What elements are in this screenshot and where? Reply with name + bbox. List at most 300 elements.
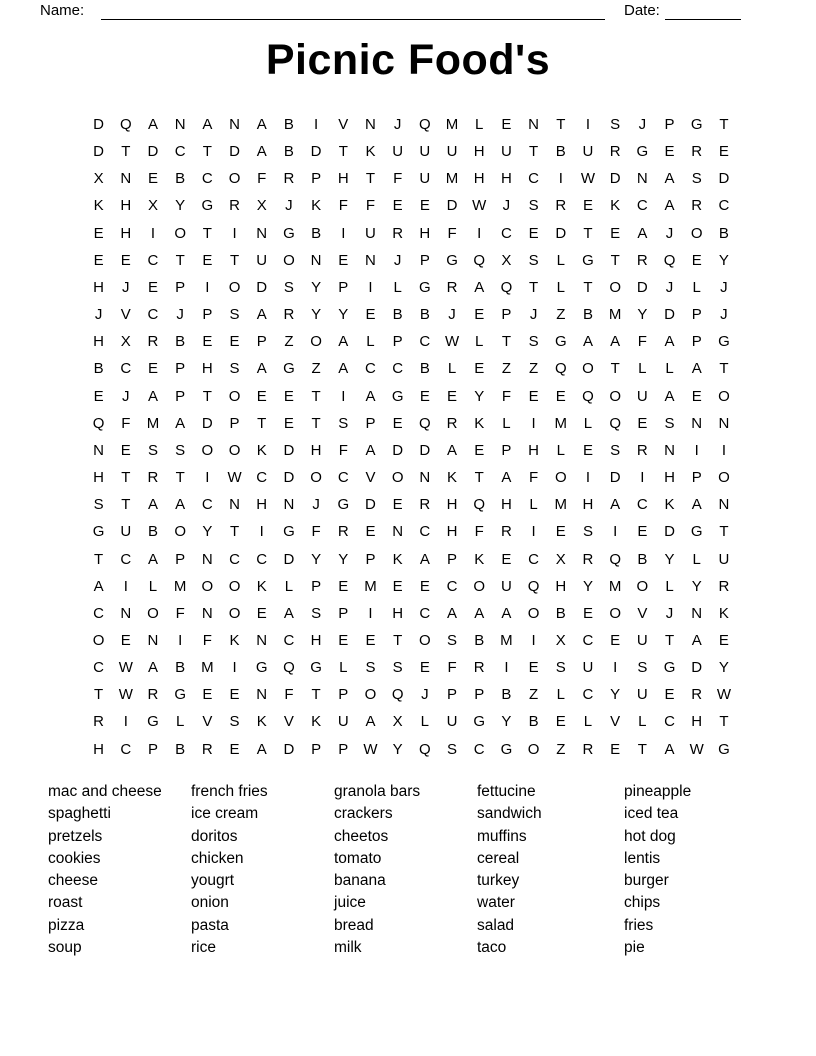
- word-list-item: burger: [624, 872, 669, 890]
- grid-cell: E: [691, 251, 702, 269]
- grid-cell: V: [202, 713, 213, 731]
- word-list-item: onion: [191, 894, 229, 912]
- grid-cell: A: [147, 387, 158, 405]
- grid-cell: E: [447, 387, 458, 405]
- word-list-item: tomato: [334, 849, 382, 867]
- grid-cell: L: [556, 686, 565, 704]
- grid-cell: N: [174, 116, 186, 133]
- grid-cell: U: [446, 143, 458, 161]
- grid-cell: U: [582, 143, 594, 161]
- word-list-item: muffins: [477, 827, 527, 845]
- grid-cell: R: [337, 523, 349, 541]
- grid-cell: F: [637, 333, 647, 351]
- grid-cell: T: [556, 116, 566, 133]
- grid-cell: A: [283, 604, 294, 622]
- grid-cell: W: [472, 197, 487, 215]
- grid-cell: E: [555, 523, 566, 541]
- grid-cell: V: [338, 116, 349, 133]
- grid-cell: E: [147, 170, 158, 188]
- grid-cell: N: [664, 441, 675, 459]
- grid-cell: J: [393, 116, 402, 133]
- grid-cell: P: [691, 333, 702, 351]
- grid-cell: N: [310, 251, 322, 269]
- grid-cell: Y: [311, 278, 322, 296]
- grid-cell: H: [446, 523, 458, 541]
- grid-cell: H: [120, 197, 132, 215]
- grid-cell: J: [421, 686, 429, 704]
- grid-cell: Q: [582, 387, 594, 405]
- word-list-item: bread: [334, 916, 374, 934]
- grid-cell: F: [474, 523, 484, 541]
- grid-cell: H: [93, 333, 105, 351]
- grid-cell: I: [640, 469, 645, 487]
- grid-cell: T: [94, 686, 104, 704]
- grid-cell: D: [609, 170, 621, 188]
- word-list-item: rice: [191, 939, 216, 957]
- grid-cell: A: [256, 740, 267, 758]
- grid-cell: U: [446, 713, 458, 731]
- grid-cell: K: [311, 713, 322, 731]
- grid-cell: L: [638, 360, 647, 378]
- grid-cell: A: [175, 414, 186, 432]
- grid-cell: H: [120, 224, 132, 242]
- grid-cell: M: [608, 577, 622, 595]
- grid-cell: B: [474, 631, 485, 649]
- grid-cell: T: [338, 143, 348, 161]
- grid-cell: K: [718, 604, 729, 622]
- grid-cell: J: [176, 306, 184, 324]
- word-list-item: iced tea: [624, 805, 679, 823]
- grid-cell: X: [147, 197, 158, 215]
- grid-cell: H: [337, 170, 349, 188]
- grid-cell: B: [93, 360, 104, 378]
- grid-cell: V: [610, 713, 621, 731]
- grid-cell: I: [150, 224, 156, 242]
- grid-cell: N: [120, 604, 132, 622]
- grid-cell: B: [718, 224, 729, 242]
- word-list-item: turkey: [477, 872, 520, 890]
- word-list-item: pasta: [191, 916, 229, 934]
- grid-cell: D: [555, 224, 567, 242]
- grid-cell: O: [228, 278, 241, 296]
- grid-cell: Q: [473, 496, 486, 514]
- grid-cell: P: [691, 469, 702, 487]
- grid-cell: S: [637, 659, 648, 677]
- grid-cell: P: [175, 387, 186, 405]
- grid-cell: E: [93, 387, 104, 405]
- grid-cell: I: [531, 523, 536, 541]
- grid-cell: J: [665, 604, 674, 622]
- grid-cell: R: [446, 278, 458, 296]
- grid-cell: R: [473, 659, 485, 677]
- grid-cell: Q: [663, 251, 676, 269]
- grid-cell: O: [174, 523, 186, 541]
- grid-cell: R: [582, 550, 594, 568]
- grid-cell: P: [147, 740, 158, 758]
- name-label: Name:: [40, 2, 85, 19]
- grid-cell: A: [637, 224, 648, 242]
- grid-cell: I: [178, 631, 183, 649]
- grid-cell: G: [92, 523, 105, 541]
- grid-cell: T: [257, 414, 267, 432]
- grid-cell: R: [93, 713, 105, 731]
- grid-cell: X: [555, 631, 566, 649]
- word-list-item: pineapple: [624, 783, 692, 800]
- grid-cell: H: [473, 143, 485, 161]
- grid-cell: X: [120, 333, 131, 351]
- grid-cell: F: [175, 604, 185, 622]
- grid-cell: K: [447, 469, 458, 487]
- grid-cell: F: [338, 197, 348, 215]
- grid-cell: L: [556, 251, 565, 269]
- grid-cell: A: [256, 116, 267, 133]
- grid-cell: E: [392, 496, 403, 514]
- grid-cell: R: [609, 143, 621, 161]
- grid-cell: Y: [311, 550, 322, 568]
- grid-cell: R: [582, 740, 594, 758]
- grid-cell: Z: [556, 306, 566, 324]
- grid-cell: P: [365, 414, 376, 432]
- grid-cell: P: [447, 686, 458, 704]
- grid-cell: A: [582, 333, 593, 351]
- grid-cell: C: [392, 360, 404, 378]
- grid-cell: W: [118, 686, 133, 704]
- grid-cell: N: [256, 686, 268, 704]
- grid-cell: O: [310, 469, 322, 487]
- grid-cell: J: [285, 197, 293, 215]
- grid-cell: F: [202, 631, 212, 649]
- grid-cell: A: [501, 469, 512, 487]
- grid-cell: H: [310, 441, 322, 459]
- grid-cell: P: [501, 306, 512, 324]
- grid-cell: G: [419, 278, 431, 296]
- grid-cell: M: [445, 170, 459, 188]
- grid-cell: N: [256, 631, 268, 649]
- grid-cell: N: [718, 496, 730, 514]
- word-list-item: banana: [334, 872, 386, 890]
- grid-cell: C: [337, 469, 349, 487]
- grid-cell: O: [201, 577, 214, 595]
- grid-cell: G: [283, 523, 295, 541]
- grid-cell: S: [664, 414, 675, 432]
- grid-cell: T: [121, 496, 131, 514]
- grid-cell: P: [311, 740, 322, 758]
- grid-cell: E: [120, 631, 131, 649]
- grid-cell: K: [256, 713, 267, 731]
- word-list-column: [334, 781, 474, 959]
- grid-cell: M: [500, 631, 513, 649]
- grid-cell: R: [500, 523, 512, 541]
- grid-cell: M: [445, 116, 459, 133]
- grid-cell: L: [148, 577, 158, 595]
- grid-cell: T: [121, 143, 131, 161]
- grid-cell: D: [365, 496, 376, 514]
- grid-cell: C: [636, 496, 648, 514]
- grid-cell: S: [528, 197, 539, 215]
- grid-cell: A: [93, 577, 104, 595]
- grid-cell: C: [582, 686, 594, 704]
- grid-cell: P: [311, 577, 322, 595]
- grid-cell: C: [147, 251, 159, 269]
- grid-cell: N: [636, 170, 648, 188]
- grid-cell: I: [585, 469, 591, 487]
- grid-cell: L: [692, 550, 701, 568]
- grid-cell: P: [474, 686, 485, 704]
- grid-cell: T: [175, 469, 185, 487]
- grid-cell: G: [582, 251, 594, 269]
- grid-cell: L: [583, 713, 593, 731]
- grid-cell: E: [610, 224, 621, 242]
- grid-cell: E: [528, 224, 539, 242]
- grid-cell: C: [473, 740, 485, 758]
- grid-cell: S: [229, 360, 240, 378]
- grid-cell: A: [147, 496, 158, 514]
- grid-cell: Y: [338, 550, 349, 568]
- grid-cell: I: [123, 577, 128, 595]
- grid-cell: E: [93, 251, 104, 269]
- name-blank-line: [101, 0, 605, 20]
- grid-cell: J: [448, 306, 456, 324]
- grid-cell: E: [582, 604, 593, 622]
- grid-cell: Q: [609, 550, 621, 568]
- word-list-item: taco: [477, 939, 507, 957]
- grid-cell: B: [175, 740, 186, 758]
- grid-cell: I: [341, 387, 346, 405]
- grid-cell: L: [556, 278, 565, 296]
- grid-cell: I: [123, 713, 128, 731]
- grid-cell: D: [256, 278, 268, 296]
- grid-cell: T: [393, 631, 403, 649]
- grid-cell: R: [555, 197, 567, 215]
- grid-cell: O: [419, 631, 431, 649]
- grid-cell: Q: [473, 251, 486, 269]
- grid-cell: M: [554, 414, 568, 432]
- word-list-item: milk: [334, 939, 362, 957]
- grid-cell: G: [283, 224, 295, 242]
- grid-cell: Y: [311, 306, 322, 324]
- grid-cell: D: [283, 441, 295, 459]
- grid-cell: L: [339, 659, 348, 677]
- grid-cell: X: [256, 197, 267, 215]
- grid-cell: E: [582, 441, 593, 459]
- word-list-item: soup: [48, 939, 82, 957]
- grid-cell: J: [720, 306, 728, 324]
- grid-cell: R: [718, 577, 730, 595]
- grid-cell: E: [637, 414, 648, 432]
- grid-cell: E: [528, 659, 539, 677]
- grid-cell: Y: [501, 713, 512, 731]
- grid-cell: E: [229, 333, 240, 351]
- grid-cell: A: [447, 604, 458, 622]
- grid-cell: L: [475, 116, 484, 133]
- grid-cell: E: [365, 523, 376, 541]
- grid-cell: C: [636, 197, 648, 215]
- grid-cell: D: [636, 278, 648, 296]
- grid-cell: Y: [637, 306, 648, 324]
- grid-cell: U: [419, 143, 431, 161]
- grid-cell: T: [121, 469, 131, 487]
- word-list-item: french fries: [191, 783, 268, 800]
- word-list-item: cheese: [48, 872, 98, 890]
- word-list-item: ice cream: [191, 805, 259, 823]
- grid-cell: S: [610, 441, 621, 459]
- grid-cell: E: [610, 740, 621, 758]
- grid-cell: V: [365, 469, 376, 487]
- grid-cell: H: [664, 469, 675, 487]
- grid-cell: W: [689, 740, 704, 758]
- grid-cell: P: [338, 278, 349, 296]
- grid-cell: K: [256, 577, 267, 595]
- grid-cell: J: [638, 116, 647, 133]
- grid-cell: I: [259, 523, 264, 541]
- grid-cell: L: [284, 577, 294, 595]
- grid-cell: J: [122, 278, 130, 296]
- grid-cell: T: [719, 116, 729, 133]
- grid-cell: Q: [419, 116, 431, 133]
- grid-cell: A: [419, 550, 430, 568]
- grid-cell: I: [585, 116, 591, 133]
- grid-cell: I: [341, 224, 346, 242]
- grid-cell: U: [718, 550, 730, 568]
- grid-cell: C: [419, 333, 431, 351]
- grid-cell: N: [691, 604, 703, 622]
- grid-cell: B: [175, 333, 186, 351]
- grid-cell: A: [256, 306, 267, 324]
- grid-cell: O: [527, 604, 540, 622]
- grid-cell: E: [691, 387, 702, 405]
- grid-cell: T: [719, 523, 729, 541]
- grid-cell: I: [558, 170, 563, 188]
- grid-cell: H: [528, 441, 540, 459]
- grid-cell: K: [474, 550, 485, 568]
- grid-cell: E: [419, 577, 430, 595]
- grid-cell: Y: [610, 686, 621, 704]
- grid-cell: O: [364, 686, 377, 704]
- grid-cell: O: [636, 577, 649, 595]
- grid-cell: O: [310, 333, 322, 351]
- grid-cell: N: [691, 414, 703, 432]
- grid-cell: S: [528, 333, 539, 351]
- grid-cell: J: [665, 278, 674, 296]
- grid-cell: B: [283, 116, 294, 133]
- grid-cell: R: [691, 197, 703, 215]
- grid-cell: D: [419, 441, 431, 459]
- word-list-item: fettucine: [477, 783, 536, 800]
- grid-cell: X: [555, 550, 566, 568]
- grid-cell: C: [201, 496, 213, 514]
- grid-cell: J: [502, 197, 511, 215]
- grid-cell: C: [120, 550, 132, 568]
- grid-cell: G: [690, 116, 703, 133]
- grid-cell: A: [664, 197, 675, 215]
- grid-cell: H: [93, 278, 105, 296]
- grid-cell: K: [311, 197, 322, 215]
- grid-cell: G: [446, 251, 458, 269]
- grid-cell: D: [392, 441, 404, 459]
- grid-cell: B: [582, 306, 593, 324]
- grid-cell: O: [228, 577, 241, 595]
- grid-cell: J: [393, 251, 402, 269]
- grid-cell: N: [93, 441, 105, 459]
- word-list-column: [624, 781, 774, 959]
- grid-cell: G: [636, 143, 649, 161]
- grid-cell: C: [283, 631, 295, 649]
- grid-cell: A: [501, 604, 512, 622]
- grid-cell: G: [554, 333, 567, 351]
- word-list-item: juice: [334, 894, 366, 912]
- grid-cell: S: [283, 278, 294, 296]
- grid-cell: W: [363, 740, 378, 758]
- grid-cell: L: [529, 496, 538, 514]
- word-list-item: granola bars: [334, 783, 421, 800]
- grid-cell: C: [365, 360, 376, 378]
- grid-cell: T: [719, 360, 729, 378]
- grid-cell: Z: [501, 360, 511, 378]
- word-list-item: chicken: [191, 849, 244, 867]
- grid-cell: N: [201, 604, 213, 622]
- grid-cell: G: [718, 740, 730, 758]
- grid-cell: J: [720, 278, 728, 296]
- grid-cell: F: [338, 441, 348, 459]
- grid-cell: C: [419, 523, 431, 541]
- grid-cell: F: [529, 469, 539, 487]
- grid-cell: Y: [691, 577, 702, 595]
- grid-cell: C: [93, 659, 105, 677]
- grid-cell: F: [311, 523, 321, 541]
- grid-cell: S: [447, 631, 458, 649]
- date-label: Date:: [624, 2, 660, 19]
- grid-cell: E: [419, 387, 430, 405]
- grid-cell: G: [310, 659, 322, 677]
- word-list-item: water: [477, 894, 515, 912]
- grid-cell: K: [256, 441, 267, 459]
- grid-cell: U: [256, 251, 268, 269]
- grid-cell: P: [338, 686, 349, 704]
- grid-cell: B: [637, 550, 648, 568]
- grid-cell: L: [366, 333, 375, 351]
- grid-cell: H: [310, 631, 322, 649]
- grid-cell: G: [337, 496, 350, 514]
- grid-cell: I: [368, 604, 373, 622]
- grid-cell: T: [610, 360, 620, 378]
- grid-cell: P: [664, 116, 675, 133]
- grid-cell: A: [338, 360, 349, 378]
- grid-cell: J: [665, 224, 674, 242]
- grid-cell: E: [392, 577, 403, 595]
- grid-cell: N: [365, 116, 376, 133]
- grid-cell: D: [283, 469, 295, 487]
- grid-cell: D: [718, 170, 730, 188]
- grid-cell: R: [392, 224, 404, 242]
- grid-cell: B: [555, 604, 566, 622]
- grid-cell: H: [256, 496, 268, 514]
- grid-cell: E: [555, 387, 566, 405]
- grid-cell: Y: [474, 387, 485, 405]
- grid-cell: S: [175, 441, 186, 459]
- grid-cell: P: [501, 441, 512, 459]
- grid-cell: C: [582, 631, 594, 649]
- grid-cell: I: [232, 224, 237, 242]
- grid-cell: V: [637, 604, 648, 622]
- word-list-item: cereal: [477, 849, 520, 867]
- word-list-item: roast: [48, 894, 83, 912]
- grid-cell: T: [501, 333, 511, 351]
- grid-cell: P: [691, 306, 702, 324]
- grid-cell: T: [365, 170, 376, 188]
- grid-cell: O: [609, 278, 621, 296]
- grid-cell: N: [419, 469, 431, 487]
- grid-cell: N: [147, 631, 159, 649]
